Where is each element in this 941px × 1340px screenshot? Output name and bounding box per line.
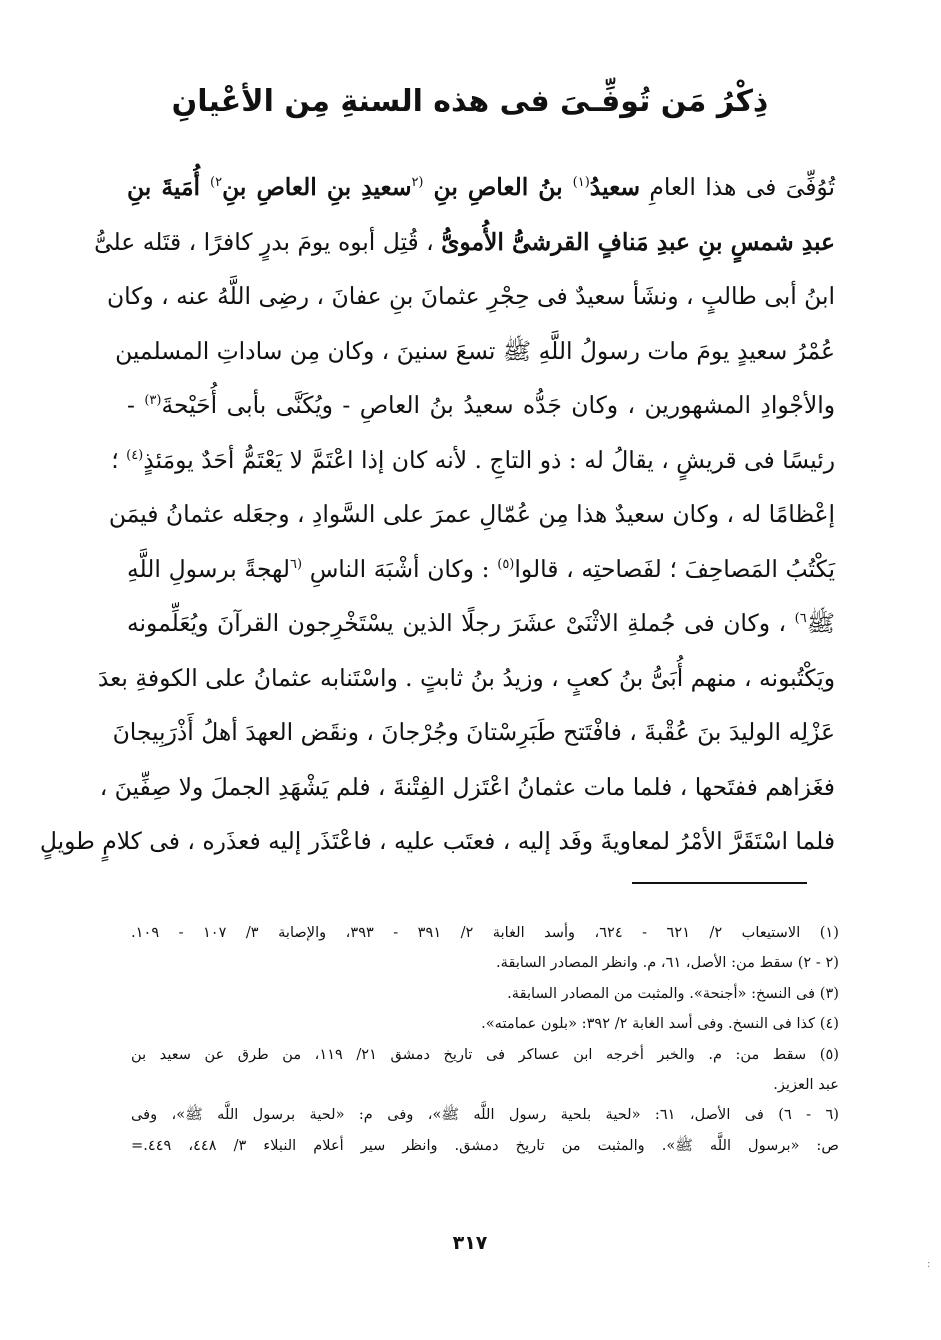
text-run: ، وكان فى جُملةِ الاثْنَىْ عشَرَ رجلًا الذين يسْتَخْرِجون القرآنَ ويُعَلِّمونه xyxy=(127,609,795,637)
text-run: ابنُ أبى طالبٍ ، ونشَأ سعيدٌ فى حِجْرِ عثمانَ بنِ عفانَ ، رضِى اللَّهُ عنه ، وكان xyxy=(106,282,835,310)
text-run: إعْظامًا له ، وكان سعيدٌ هذا مِن عُمّالِ عمرَ على السَّوادِ ، وجعَله عثمانُ فيمَن xyxy=(108,500,835,528)
footnote-line: ص: «برسول اللَّه ﷺ». والمثبت من تاريخ دمشق. وانظر سير أعلام النبلاء ٣/ ٤٤٨، ٤٤٩.= xyxy=(131,1136,839,1154)
text-run: يَكْتُبُ المَصاحِفَ ؛ لفَصاحتِه ، قالوا xyxy=(514,554,836,583)
footnote-marker: ٢) xyxy=(210,175,223,191)
text-line xyxy=(106,269,835,324)
text-line xyxy=(94,215,835,270)
text-run: تُوُفِّىَ فى هذا العامِ xyxy=(640,173,835,201)
text-line xyxy=(127,378,835,433)
text-run: فغَزاهم ففتَحها ، فلما مات عثمانُ اعْتَزل الفِتْنةَ ، فلم يَشْهَدِ الجملَ ولا صِفِّينَ ، xyxy=(99,772,835,801)
text-line xyxy=(115,324,835,379)
text-run: : وكان أشْبَهَ الناسِ xyxy=(302,554,498,583)
footnote-line: (١) الاستيعاب ٢/ ٦٢١ - ٦٢٤، وأسد الغابة ٢/ ٣٩١ - ٣٩٣، والإصابة ٣/ ١٠٧ - ١٠٩. xyxy=(131,924,839,941)
text-run: فلما اسْتَقَرَّ الأمْرُ لمعاويةَ وفَد إليه ، فعتَب عليه ، فاعْتَذَر إليه فعذَره ، فى كلامٍ طويلٍ xyxy=(39,827,835,855)
margin-mark: : xyxy=(927,1259,931,1270)
footnote-line: (٣) فى النسخ: «أجنحة». والمثبت من المصادر السابقة. xyxy=(507,984,839,1002)
text-run: لهجةً برسولِ اللَّهِ xyxy=(127,554,290,583)
bold-name: أُمَيةَ بنِ xyxy=(127,173,211,201)
text-line xyxy=(112,705,835,760)
main-text xyxy=(39,160,836,869)
bold-name: عبدِ شمسٍ بنِ عبدِ مَنافٍ القرشىُّ الأُموىُّ xyxy=(441,227,835,256)
footnote-line: (٢ - ٢) سقط من: الأصل، ٦١، م. وانظر المصادر السابقة. xyxy=(496,954,839,972)
footnote-marker: ٦) xyxy=(794,611,807,627)
text-run: ، قُتِل أبوه يومَ بدرٍ كافرًا ، قتَله علىُّ xyxy=(94,227,442,256)
text-line xyxy=(127,596,835,651)
text-run: - xyxy=(127,391,145,419)
text-run: ويَكْتُبونه ، منهم أُبَىُّ بنُ كعبٍ ، وزيدُ بنُ ثابتٍ . واسْتَنابه عثمانُ على الكوفةِ بعدَ xyxy=(97,663,835,692)
text-run: عَزْلِه الوليدَ بنَ عُقْبةَ ، فافْتَتح طَبَرِسْتانَ وجُرْجانَ ، ونقَض العهدَ أهلُ أَذْرَبِيجانَ xyxy=(112,718,835,746)
footnote-marker: (٢ xyxy=(411,175,424,191)
footnote-separator xyxy=(632,882,807,884)
text-run: ؛ xyxy=(111,445,127,474)
footnote-line: (٤) كذا فى النسخ. وفى أسد الغابة ٢/ ٣٩٢: «بلون عمامته». xyxy=(481,1015,839,1033)
footnotes xyxy=(131,918,839,1161)
text-line xyxy=(39,814,835,869)
footnote-marker: (١) xyxy=(572,175,590,191)
text-line xyxy=(99,760,835,815)
text-run: ﷺ xyxy=(806,609,835,637)
footnote-marker: (٣) xyxy=(144,393,162,409)
footnote-line: عبد العزيز. xyxy=(773,1075,839,1093)
text-line xyxy=(127,542,835,597)
text-line xyxy=(111,433,835,488)
bold-name: سعيدُ xyxy=(589,173,641,201)
bold-name: بنُ العاصِ بنِ xyxy=(423,173,573,201)
footnote-line: (٦ - ٦) فى الأصل، ٦١: «لحية بلحية رسول اللَّه ﷺ»، وفى م: «لحية برسول اللَّه ﷺ»، وفى xyxy=(131,1106,839,1124)
footnote-marker: (٤) xyxy=(126,447,144,463)
footnote-marker: (٦ xyxy=(289,556,303,572)
text-run: والأجْوادِ المشهورين ، وكان جَدُّه سعيدُ بنُ العاصِ - ويُكَنَّى بأبى أُحَيْحةَ xyxy=(161,391,835,419)
text-line xyxy=(127,160,835,215)
text-line xyxy=(97,651,835,706)
text-run: رئيسًا فى قريشٍ ، يقالُ له : ذو التاجِ . لأنه كان إذا اعْتَمَّ لا يَعْتَمُّ أحَدٌ يومَئذٍ xyxy=(143,445,835,474)
text-line xyxy=(108,487,835,542)
text-run: عُمْرُ سعيدٍ يومَ مات رسولُ اللَّهِ ﷺ تسعَ سنينَ ، وكان مِن ساداتِ المسلمين xyxy=(115,336,835,365)
page-heading: ذِكْرُ مَن تُوفِّـىَ فى هذه السنةِ مِن الأعْيانِ xyxy=(171,84,769,119)
footnote-marker: (٥) xyxy=(497,556,515,572)
footnote-line: (٥) سقط من: م. والخبر أخرجه ابن عساكر فى تاريخ دمشق ٢١/ ١١٩، من طرق عن سعيد بن xyxy=(131,1045,839,1063)
bold-name: سعيدِ بنِ العاصِ بنِ xyxy=(222,173,412,201)
page-number: ٣١٧ xyxy=(452,1232,488,1254)
